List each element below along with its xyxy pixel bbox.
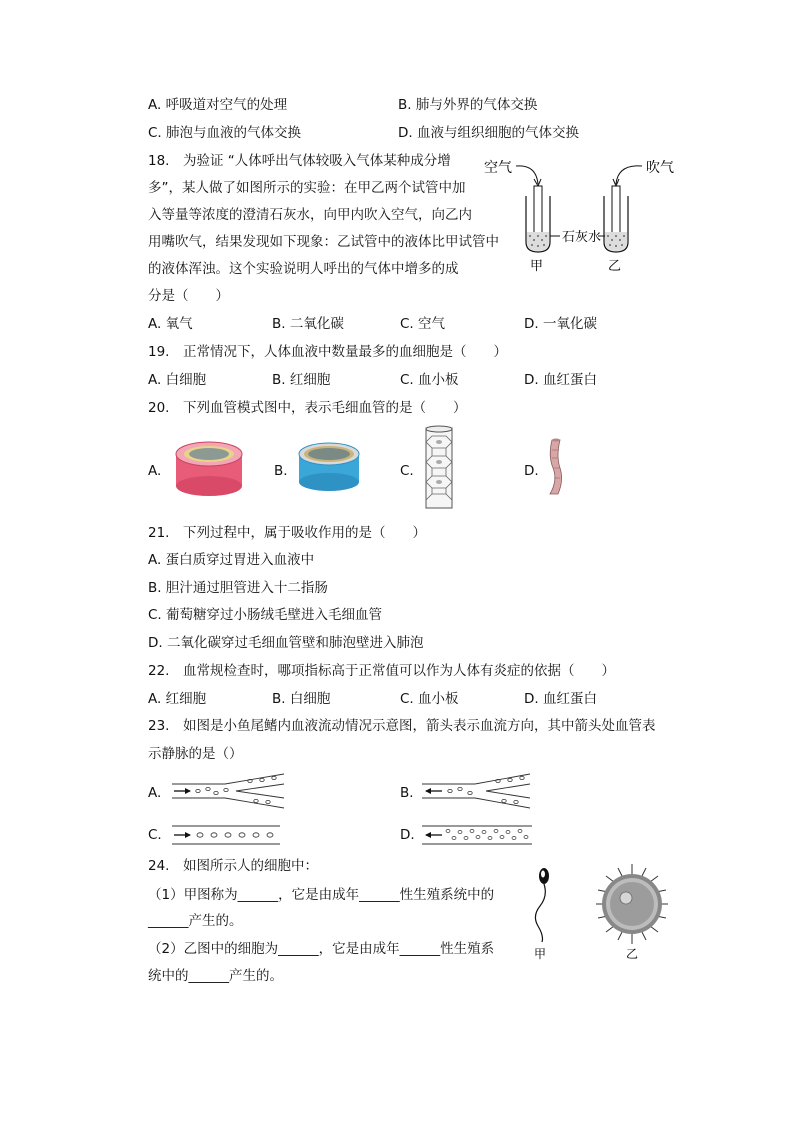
q18-line-6: 分是（ ）: [148, 288, 229, 304]
q18-tube-a: [526, 186, 550, 252]
q18-line-1: 18. 为验证 “人体呼出气体较吸入气体某种成分增: [148, 153, 451, 169]
q18-tube-b: [604, 186, 628, 252]
q18-option-b: B. 二氧化碳: [272, 316, 344, 332]
q20-stem: 20. 下列血管模式图中，表示毛细血管的是（ ）: [148, 400, 467, 416]
q20-vessel-a-image: [172, 436, 246, 500]
q23-line-1: 23. 如图是小鱼尾鳍内血液流动情况示意图，箭头表示血流方向，其中箭头处血管表: [148, 718, 656, 734]
q24-line-2: ______产生的。: [148, 913, 243, 929]
q24-label-b: 乙: [626, 947, 639, 960]
q18-line-5: 的液体浑浊。这个实验说明人呼出的气体中增多的成: [148, 261, 459, 277]
q23-option-b-label: B.: [400, 785, 414, 801]
q24-stem: 24. 如图所示人的细胞中：: [148, 858, 318, 874]
q23-option-c-label: C.: [148, 827, 162, 843]
q18-line-2: 多”，某人做了如图所示的实验：在甲乙两个试管中加: [148, 180, 466, 196]
q18-option-d: D. 一氧化碳: [524, 316, 597, 332]
q23-vessel-a-image: [170, 772, 288, 810]
q20-vessel-c-image: [420, 424, 460, 512]
q21-option-d: D. 二氧化碳穿过毛细血管壁和肺泡壁进入肺泡: [148, 635, 424, 651]
q17-option-b: B. 肺与外界的气体交换: [398, 97, 538, 113]
q21-option-b: B. 胆汁通过胆管进入十二指肠: [148, 580, 328, 596]
q23-line-2: 示静脉的是（）: [148, 746, 243, 762]
q19-option-c: C. 血小板: [400, 372, 459, 388]
q18-tube-a-label: 甲: [530, 259, 544, 274]
q23-vessel-c-image: [170, 824, 282, 846]
q19-option-a: A. 白细胞: [148, 372, 207, 388]
q20-option-b-label: B.: [274, 463, 288, 479]
q20-vessel-b-image: [296, 436, 362, 496]
q22-option-d: D. 血红蛋白: [524, 691, 597, 707]
q18-blow-arrow-icon: [616, 166, 642, 184]
q19-option-d: D. 血红蛋白: [524, 372, 597, 388]
q17-option-c: C. 肺泡与血液的气体交换: [148, 125, 302, 141]
q24-sperm-image: [535, 868, 549, 942]
q23-vessel-d-image: [420, 824, 534, 846]
q20-option-a-label: A.: [148, 463, 162, 479]
q18-limewater-label: 石灰水: [562, 230, 602, 245]
q18-air-arrow-icon: [516, 166, 538, 184]
q23-option-a-label: A.: [148, 785, 162, 801]
q20-option-d-label: D.: [524, 463, 539, 479]
q22-option-a: A. 红细胞: [148, 691, 207, 707]
q24-line-3: （2）乙图中的细胞为______，它是由成年______性生殖系: [148, 941, 495, 957]
q18-line-3: 入等量等浓度的澄清石灰水，向甲内吹入空气，向乙内: [148, 207, 472, 223]
q18-option-a: A. 氧气: [148, 316, 193, 332]
q24-label-a: 甲: [534, 947, 547, 960]
q21-stem: 21. 下列过程中，属于吸收作用的是（ ）: [148, 525, 426, 541]
q20-vessel-d-image: [544, 436, 570, 498]
q23-option-d-label: D.: [400, 827, 415, 843]
q24-cells-figure: [524, 860, 684, 960]
q22-option-b: B. 白细胞: [272, 691, 331, 707]
q18-line-4: 用嘴吹气，结果发现如下现象：乙试管中的液体比甲试管中: [148, 234, 499, 250]
q19-option-b: B. 红细胞: [272, 372, 331, 388]
q17-option-d: D. 血液与组织细胞的气体交换: [398, 125, 579, 141]
q17-option-a: A. 呼吸道对空气的处理: [148, 97, 288, 113]
q22-option-c: C. 血小板: [400, 691, 459, 707]
q24-line-4: 统中的______产生的。: [148, 968, 283, 984]
q18-blow-label: 吹气: [646, 160, 674, 176]
q24-egg-image: [596, 864, 668, 944]
q20-option-c-label: C.: [400, 463, 414, 479]
q19-stem: 19. 正常情况下，人体血液中数量最多的血细胞是（ ）: [148, 344, 507, 360]
q18-test-tube-figure: [478, 150, 708, 275]
q18-tube-b-label: 乙: [608, 259, 622, 274]
q18-option-c: C. 空气: [400, 316, 446, 332]
q23-vessel-b-image: [420, 772, 534, 810]
q18-air-label: 空气: [484, 160, 512, 176]
q24-line-1: （1）甲图称为______，它是由成年______性生殖系统中的: [148, 887, 495, 903]
q21-option-c: C. 葡萄糖穿过小肠绒毛壁进入毛细血管: [148, 607, 383, 623]
q21-option-a: A. 蛋白质穿过胃进入血液中: [148, 552, 315, 568]
q22-stem: 22. 血常规检查时，哪项指标高于正常值可以作为人体有炎症的依据（ ）: [148, 663, 615, 679]
